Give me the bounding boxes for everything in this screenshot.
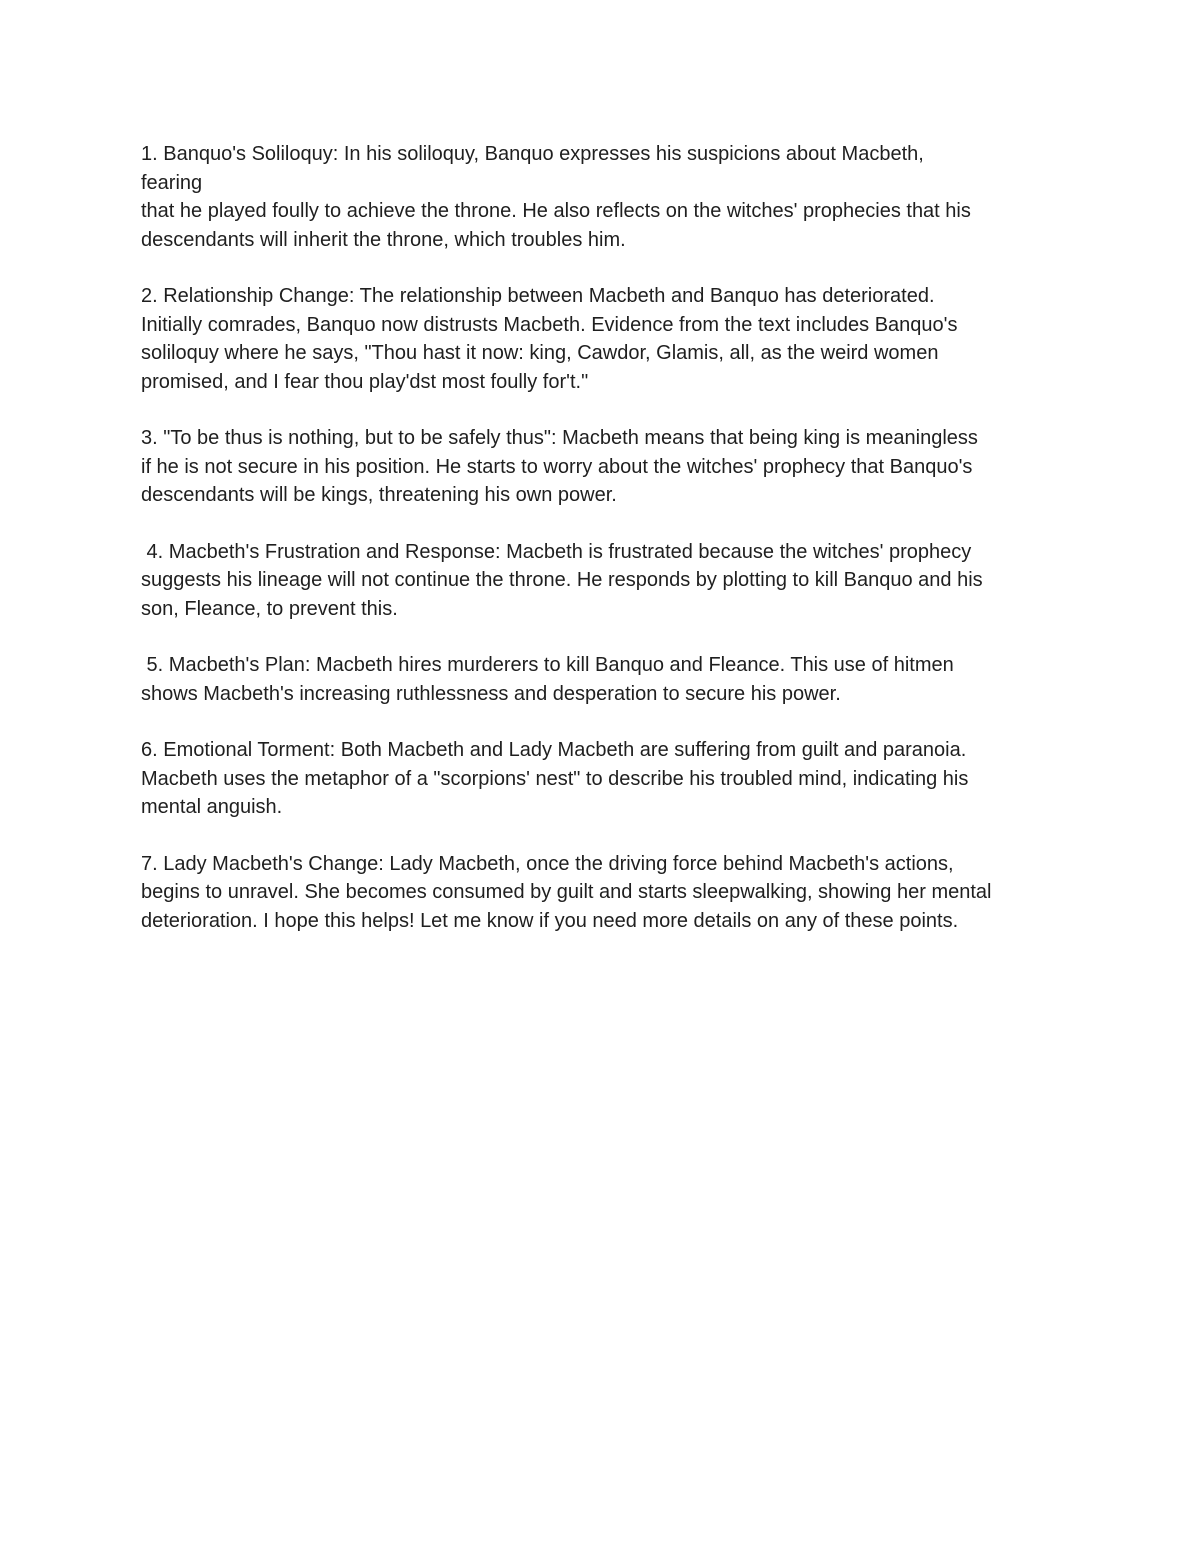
document-body bbox=[141, 140, 1081, 963]
paragraph-banquo-soliloquy bbox=[141, 140, 1081, 254]
text-line: suggests his lineage will not continue the throne. He responds by plotting to kill Banquo and his bbox=[141, 569, 983, 591]
text-line: 4. Macbeth's Frustration and Response: Macbeth is frustrated because the witches' prophecy bbox=[141, 540, 972, 563]
text-line: descendants will inherit the throne, which troubles him. bbox=[141, 228, 626, 251]
paragraph-lady-macbeth-change bbox=[141, 850, 1081, 936]
text-line: shows Macbeth's increasing ruthlessness and desperation to secure his power. bbox=[141, 682, 841, 705]
text-line: descendants will be kings, threatening his own power. bbox=[141, 484, 617, 506]
text-line: Initially comrades, Banquo now distrusts Macbeth. Evidence from the text includes Banquo's bbox=[141, 313, 958, 336]
paragraph-safely-thus bbox=[141, 424, 1081, 510]
text-line: 7. Lady Macbeth's Change: Lady Macbeth, once the driving force behind Macbeth's actions, bbox=[141, 852, 954, 875]
text-line: 5. Macbeth's Plan: Macbeth hires murderers to kill Banquo and Fleance. This use of hitmen bbox=[141, 654, 954, 676]
text-line: promised, and I fear thou play'dst most foully for't." bbox=[141, 370, 589, 393]
text-line: soliloquy where he says, "Thou hast it now: king, Cawdor, Glamis, all, as the weird women bbox=[141, 342, 939, 364]
text-line: 6. Emotional Torment: Both Macbeth and Lady Macbeth are suffering from guilt and paranoia. bbox=[141, 739, 967, 761]
text-line: if he is not secure in his position. He starts to worry about the witches' prophecy that Banquo's bbox=[141, 455, 973, 478]
text-line: mental anguish. bbox=[141, 796, 283, 818]
paragraph-frustration-response bbox=[141, 538, 1081, 624]
text-line: fearing bbox=[141, 171, 203, 194]
text-line: Macbeth uses the metaphor of a "scorpions' nest" to describe his troubled mind, indicating his bbox=[141, 767, 969, 790]
text-line: that he played foully to achieve the throne. He also reflects on the witches' prophecies that his bbox=[141, 200, 971, 222]
text-line: 1. Banquo's Soliloquy: In his soliloquy, Banquo expresses his suspicions about Macbeth, bbox=[141, 143, 924, 165]
text-line: begins to unravel. She becomes consumed by guilt and starts sleepwalking, showing her mental bbox=[141, 881, 992, 903]
paragraph-relationship-change bbox=[141, 282, 1081, 396]
text-line: son, Fleance, to prevent this. bbox=[141, 597, 398, 620]
paragraph-emotional-torment bbox=[141, 736, 1081, 822]
paragraph-macbeth-plan bbox=[141, 651, 1081, 708]
text-line: 3. "To be thus is nothing, but to be safely thus": Macbeth means that being king is meaningless bbox=[141, 427, 978, 449]
text-line: deterioration. I hope this helps! Let me know if you need more details on any of these points. bbox=[141, 909, 959, 932]
text-line: 2. Relationship Change: The relationship between Macbeth and Banquo has deteriorated. bbox=[141, 285, 935, 307]
